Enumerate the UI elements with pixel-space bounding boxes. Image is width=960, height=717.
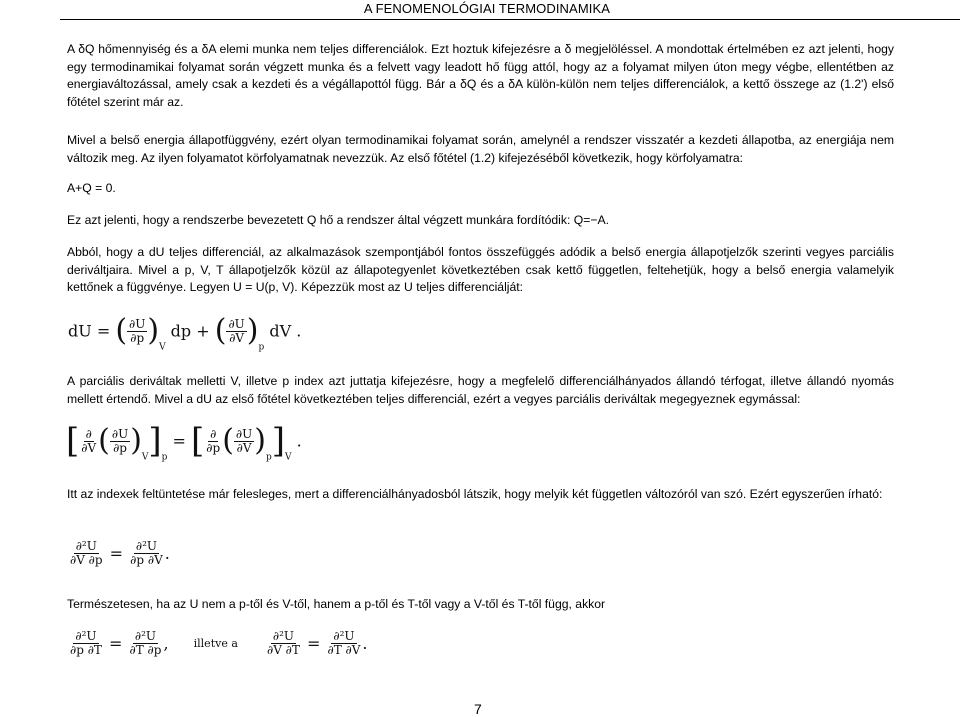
- paragraph-1: A δQ hőmennyiség és a δA elemi munka nem teljes differenciálok. Ezt hoztuk kifejezésre a δ megjelöléssel. A mondottak értelmében ez azt jelenti, hogy egy termodinamikai folyamat során végzett munka és a felvett vagy leadott hő függ attól, hogy az a folyamat milyen úton megy végbe, ellentétben az energiaváltozással, amely csak a kezdeti és a végállapottól függ. Bár a δQ és a δA külön-külön nem teljes differenciálok, a kettő összege az (1.2') első főtétel szerint már az.: [67, 42, 894, 109]
- eq1-fraction-2: $\frac{\partial U}{\partial V}$: [228, 316, 245, 345]
- eq1-fraction-1: $\frac{\partial U}{\partial p}$: [129, 316, 146, 345]
- equation-total-differential: dU = ( $\frac{\partial U}{\partial p}$ )$_V$ dp + ( $\frac{\partial U}{\partial V}$ )$_p$ dV .: [68, 313, 302, 353]
- paragraph-8: Természetesen, ha az U nem a p-től és V-től, hanem a p-től és T-től vagy a V-től és T-től függ, akkor: [67, 597, 606, 611]
- equation-schwarz-pV: $\frac{\text{∂²U}}{\partial V \partial p}$ = $\frac{\text{∂²U}}{\partial p \partial V}$ .: [70, 539, 170, 567]
- equation-schwarz-other: $\frac{\text{∂²U}}{\partial p \partial T}$ = $\frac{\text{∂²U}}{\partial T \partial p}$ , illetve a $\frac{\text{∂²U}}{\partial V \partial T}$ = $\frac{\text{∂²U}}{\partial T \partial V}$ .: [70, 629, 368, 657]
- paragraph-7: Itt az indexek feltüntetése már felesleges, mert a differenciálhányadosból látszik, hogy melyik két független változóról van szó. Ezért egyszerűen írható:: [67, 487, 883, 501]
- equation-mixed-partials: [ $\frac{\partial}{\partial V}$ ( $\frac{\partial U}{\partial p}$ )$_V]_p$ = [ $\frac{\partial}{\partial p}$ ( $\frac{\partial U}{\partial V}$ )$_p]_V$ .: [66, 421, 302, 463]
- eq1-lhs: dU =: [68, 321, 111, 341]
- page-number: 7: [474, 701, 482, 717]
- paragraph-2: Mivel a belső energia állapotfüggvény, ezért olyan termodinamikai folyamat során, amelynél a rendszer visszatér a kezdeti állapotba, az energiája nem változik meg. Az ilyen folyamatot körfolyamatnak nevezzük. Az első főtétel (1.2) kifejezéséből következik, hogy körfolyamatra:: [67, 133, 894, 165]
- paragraph-4: Ez azt jelenti, hogy a rendszerbe bevezetett Q hő a rendszer által végzett munkára fordítódik: Q=−A.: [67, 213, 609, 227]
- paragraph-6: A parciális deriváltak melletti V, illetve p index azt juttatja kifejezésre, hogy a megfelelő differenciálhányados állandó térfogat, illetve állandó nyomás mellett értendő. Mivel a dU az első főtétel következtében teljes differenciál, ezért a vegyes parciális deriváltak megegyeznek egymással:: [67, 374, 894, 406]
- header-title: A FENOMENOLÓGIAI TERMODINAMIKA: [363, 1, 610, 16]
- paragraph-3: A+Q = 0.: [67, 181, 116, 195]
- header-rule: [60, 19, 960, 20]
- paragraph-5: Abból, hogy a dU teljes differenciál, az alkalmazások szempontjából fontos összefüggés adódik a belső energia állapotjelzők szerinti vegyes parciális deriváltjaira. Mivel a p, V, T állapotjelzők közül az állapotegyenlet következtében csak kettő független, feltehetjük, hogy a belső energia valamelyik kettőnek a függvénye. Legyen U = U(p, V). Képezzük most az U teljes differenciálját:: [67, 245, 894, 295]
- running-header: [0, 0, 960, 20]
